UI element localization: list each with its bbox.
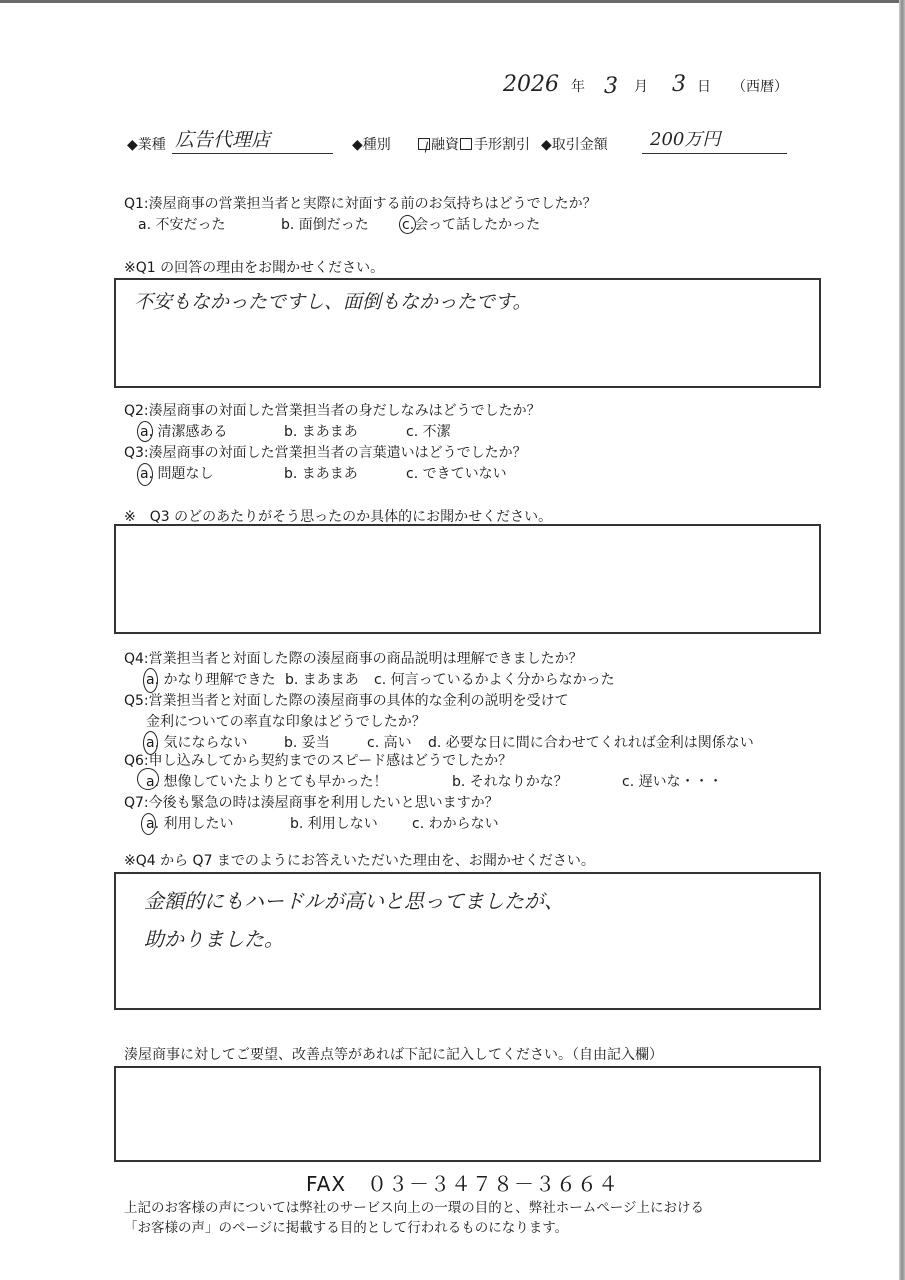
q1-question: Q1:湊屋商事の営業担当者と実際に対面する前のお気持ちはどうでしたか？ bbox=[124, 196, 597, 212]
date-year-label: 年 bbox=[571, 79, 585, 95]
industry-underline bbox=[172, 153, 333, 154]
scan-edge-top bbox=[0, 0, 905, 3]
q5-question-line1: Q5:営業担当者と対面した際の湊屋商事の具体的な金利の説明を受けて bbox=[124, 693, 569, 709]
q6-option-b[interactable]: b. それなりかな？ bbox=[452, 774, 568, 790]
q4-q7-reason-box[interactable] bbox=[114, 872, 821, 1010]
fax-number: FAX ０３－３４７８－３６６４ bbox=[306, 1172, 620, 1196]
amount-field[interactable]: 200万円 bbox=[650, 129, 721, 150]
q4-option-a[interactable]: a. かなり理解できた bbox=[146, 672, 276, 688]
q5-question-line2: 金利についての率直な印象はどうでしたか？ bbox=[146, 714, 426, 730]
q1-reason-prompt: ※Q1 の回答の理由をお聞かせください。 bbox=[124, 260, 385, 276]
date-month-label: 月 bbox=[634, 79, 648, 95]
type-checkbox-loan[interactable] bbox=[418, 138, 430, 150]
q6-question: Q6:申し込みしてから契約までのスピード感はどうでしたか？ bbox=[124, 753, 513, 769]
q4-option-c[interactable]: c. 何言っているかよく分からなかった bbox=[374, 672, 615, 688]
q4-q7-reason-answer-line2: 助かりました。 bbox=[144, 927, 284, 951]
q6-selected-circle bbox=[137, 768, 159, 790]
q1-option-b[interactable]: b. 面倒だった bbox=[281, 217, 369, 233]
q3-reason-prompt: ※ Q3 のどのあたりがそう思ったのか具体的にお聞かせください。 bbox=[124, 509, 553, 525]
q3-option-a[interactable]: a. 問題なし bbox=[140, 466, 214, 482]
type-option-bill-discount: 手形割引 bbox=[474, 137, 530, 153]
date-month[interactable]: 3 bbox=[604, 74, 618, 99]
q4-selected-circle bbox=[143, 668, 158, 693]
q4-q7-reason-answer-line1: 金額的にもハードルが高いと思ってましたが、 bbox=[144, 889, 564, 913]
q1-option-a[interactable]: a. 不安だった bbox=[138, 217, 226, 233]
q1-option-c[interactable]: c.会って話したかった bbox=[402, 217, 541, 233]
type-label: ◆種別 bbox=[352, 137, 391, 153]
q4-option-b[interactable]: b. まあまあ bbox=[285, 672, 359, 688]
q2-selected-circle bbox=[137, 421, 153, 442]
q3-selected-circle bbox=[137, 463, 153, 486]
q3-reason-box[interactable] bbox=[114, 524, 821, 634]
q7-option-c[interactable]: c. わからない bbox=[412, 816, 499, 832]
q6-option-c[interactable]: c. 遅いな・・・ bbox=[622, 774, 723, 790]
free-comment-box[interactable] bbox=[114, 1066, 821, 1162]
date-day[interactable]: 3 bbox=[672, 72, 686, 97]
amount-label: ◆取引金額 bbox=[541, 137, 608, 153]
q4-question: Q4:営業担当者と対面した際の湊屋商事の商品説明は理解できましたか？ bbox=[124, 651, 583, 667]
q2-question: Q2:湊屋商事の対面した営業担当者の身だしなみはどうでしたか？ bbox=[124, 403, 541, 419]
industry-label: ◆業種 bbox=[127, 137, 166, 153]
q7-question: Q7:今後も緊急の時は湊屋商事を利用したいと思いますか？ bbox=[124, 795, 499, 811]
scan-edge-right bbox=[899, 0, 905, 1280]
q7-option-b[interactable]: b. 利用しない bbox=[290, 816, 378, 832]
q5-option-a[interactable]: a. 気にならない bbox=[146, 735, 248, 751]
q4-q7-reason-prompt: ※Q4 から Q7 までのようにお答えいただいた理由を、お聞かせください。 bbox=[124, 853, 595, 869]
q7-option-a[interactable]: a. 利用したい bbox=[146, 816, 234, 832]
footer-note-line1: 上記のお客様の声については弊社のサービス向上の一環の目的と、弊社ホームページ上における bbox=[124, 1200, 704, 1216]
q3-option-c[interactable]: c. できていない bbox=[406, 466, 507, 482]
q1-selected-circle bbox=[399, 215, 416, 234]
q2-option-c[interactable]: c. 不潔 bbox=[406, 424, 451, 440]
q1-reason-box[interactable] bbox=[114, 278, 821, 388]
q5-option-d[interactable]: d. 必要な日に間に合わせてくれれば金利は関係ない bbox=[428, 735, 754, 751]
amount-underline bbox=[642, 153, 787, 154]
type-option-loan: 融資 bbox=[431, 137, 459, 153]
free-comment-prompt: 湊屋商事に対してご要望、改善点等があれば下記に記入してください。（自由記入欄） bbox=[124, 1047, 663, 1063]
footer-note-line2: 「お客様の声」のページに掲載する目的として行われるものになります。 bbox=[124, 1220, 569, 1236]
q2-option-a[interactable]: a. 清潔感ある bbox=[140, 424, 228, 440]
q2-option-b[interactable]: b. まあまあ bbox=[284, 424, 358, 440]
q3-question: Q3:湊屋商事の対面した営業担当者の言葉遣いはどうでしたか？ bbox=[124, 445, 527, 461]
check-mark-icon bbox=[419, 140, 428, 152]
q1-reason-answer: 不安もなかったですし、面倒もなかったです。 bbox=[134, 291, 532, 313]
date-era-note: （西暦） bbox=[732, 79, 788, 95]
date-day-label: 日 bbox=[697, 79, 711, 95]
q3-option-b[interactable]: b. まあまあ bbox=[284, 466, 358, 482]
q7-selected-circle bbox=[141, 813, 156, 835]
type-checkbox-bill-discount[interactable] bbox=[460, 138, 472, 150]
date-year[interactable]: 2026 bbox=[503, 72, 559, 97]
q5-option-c[interactable]: c. 高い bbox=[367, 735, 412, 751]
q5-option-b[interactable]: b. 妥当 bbox=[284, 735, 330, 751]
q6-option-a[interactable]: a. 想像していたよりとても早かった！ bbox=[146, 774, 388, 790]
industry-field[interactable]: 広告代理店 bbox=[175, 129, 271, 151]
